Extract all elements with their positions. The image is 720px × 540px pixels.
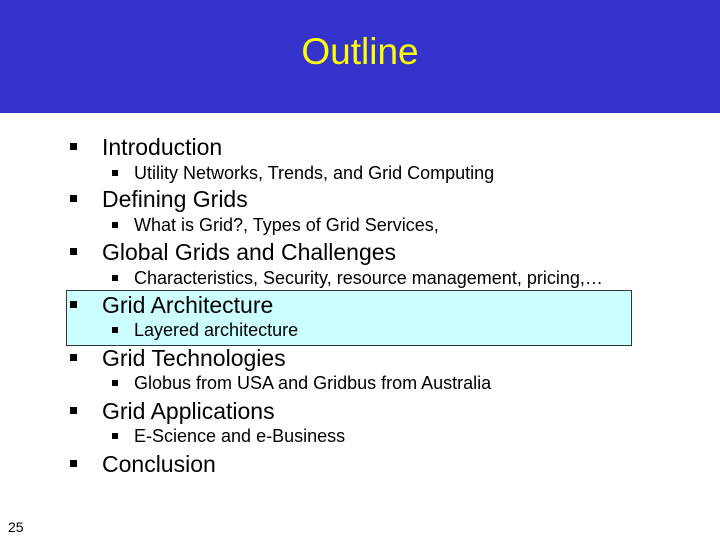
outline-subitem-label: Globus from USA and Gridbus from Australia xyxy=(134,373,492,393)
slide-number: 25 xyxy=(8,519,24,535)
square-bullet-icon xyxy=(70,407,77,414)
slide-title: Outline xyxy=(301,31,419,72)
outline-item-label: Grid Architecture xyxy=(102,292,274,318)
square-bullet-icon xyxy=(70,248,77,255)
outline-item-label: Grid Applications xyxy=(102,398,275,424)
outline-item-label: Introduction xyxy=(102,134,223,160)
outline-subitem-label: Utility Networks, Trends, and Grid Computing xyxy=(134,163,495,183)
outline-item-label: Conclusion xyxy=(102,451,216,477)
square-bullet-icon xyxy=(70,143,77,150)
square-bullet-icon xyxy=(70,301,77,308)
square-bullet-icon xyxy=(112,380,118,386)
outline-subitem-label: What is Grid?, Types of Grid Services, xyxy=(134,215,439,235)
square-bullet-icon xyxy=(70,195,77,202)
square-bullet-icon xyxy=(112,275,118,281)
outline-item-label: Defining Grids xyxy=(102,186,248,212)
square-bullet-icon xyxy=(112,222,118,228)
outline-item-label: Grid Technologies xyxy=(102,345,286,371)
outline-item-label: Global Grids and Challenges xyxy=(102,239,397,265)
square-bullet-icon xyxy=(70,460,77,467)
square-bullet-icon xyxy=(70,354,77,361)
title-bar xyxy=(0,0,720,113)
outline-subitem-label: Layered architecture xyxy=(134,320,299,340)
square-bullet-icon xyxy=(112,170,118,176)
square-bullet-icon xyxy=(112,327,118,333)
square-bullet-icon xyxy=(112,433,118,439)
outline-subitem-label: Characteristics, Security, resource management, pricing,… xyxy=(134,268,603,288)
outline-subitem-label: E-Science and e-Business xyxy=(134,426,346,446)
